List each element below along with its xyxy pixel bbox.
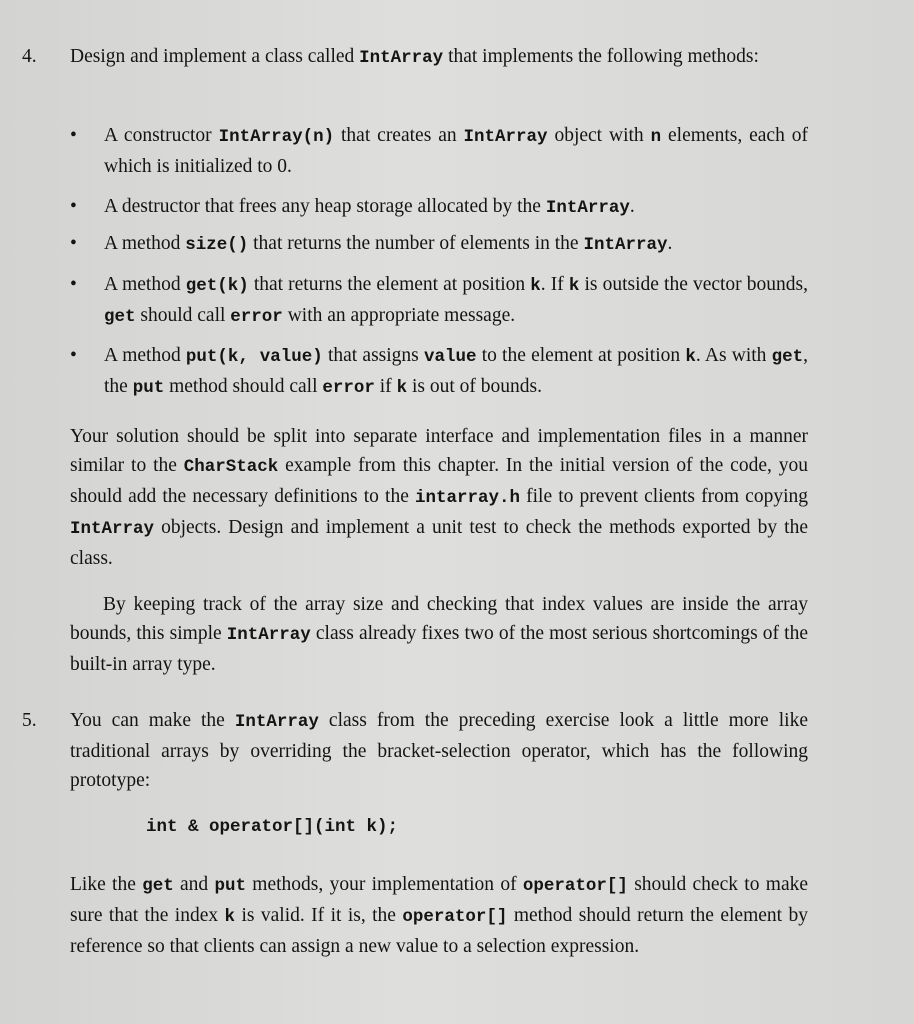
exercise-5-number: 5. — [22, 710, 37, 731]
bleed-through-decoration — [804, 60, 914, 104]
exercise-4-solution-paragraph: Your solution should be split into separate interface and implementation files in a manner similar to the CharStack example from this chapter. In the initial version of the code, you should add the necessary definitions to the intarray.h file to prevent clients from copying IntArray objects. Design and implement a unit test to check the methods exported by the class. — [70, 426, 808, 569]
exercise-5-implementation-paragraph: Like the get and put methods, your implementation of operator[] should check to make sure that the index k is valid. If it is, the operator[] method should return the element by reference so that clients can assign a new value to a selection expression. — [70, 874, 809, 957]
bullet-marker: • — [70, 233, 77, 254]
bullet-marker: • — [70, 125, 77, 146]
operator-prototype-code: int & operator[](int k); — [146, 817, 399, 837]
bullet-put-method: A method put(k, value) that assigns value to the element at position k. As with get, the put method should call error if k is out of bounds. — [104, 345, 809, 398]
bullet-get-method: A method get(k) that returns the element at position k. If k is outside the vector bounds, get should call error with an appropriate message. — [104, 274, 808, 327]
bullet-constructor: A constructor IntArray(n) that creates an IntArray object with n elements, each of which is initialized to 0. — [104, 125, 808, 177]
exercise-4-intro: Design and implement a class called IntArray that implements the following methods: — [70, 46, 759, 68]
bullet-marker: • — [70, 274, 77, 295]
exercise-5-intro: You can make the IntArray class from the preceding exercise look a little more like traditional arrays by overriding the bracket-selection operator, which has the following prototype: — [70, 710, 808, 791]
bullet-marker: • — [70, 345, 77, 366]
bullet-destructor: A destructor that frees any heap storage allocated by the IntArray. — [104, 196, 635, 218]
exercise-4-number: 4. — [22, 46, 37, 67]
bullet-size-method: A method size() that returns the number of elements in the IntArray. — [104, 233, 673, 255]
exercise-4-closing-paragraph: By keeping track of the array size and checking that index values are inside the array bounds, this simple IntArray class already fixes two of the most serious shortcomings of the built-in array type. — [70, 594, 808, 675]
bullet-marker: • — [70, 196, 77, 217]
